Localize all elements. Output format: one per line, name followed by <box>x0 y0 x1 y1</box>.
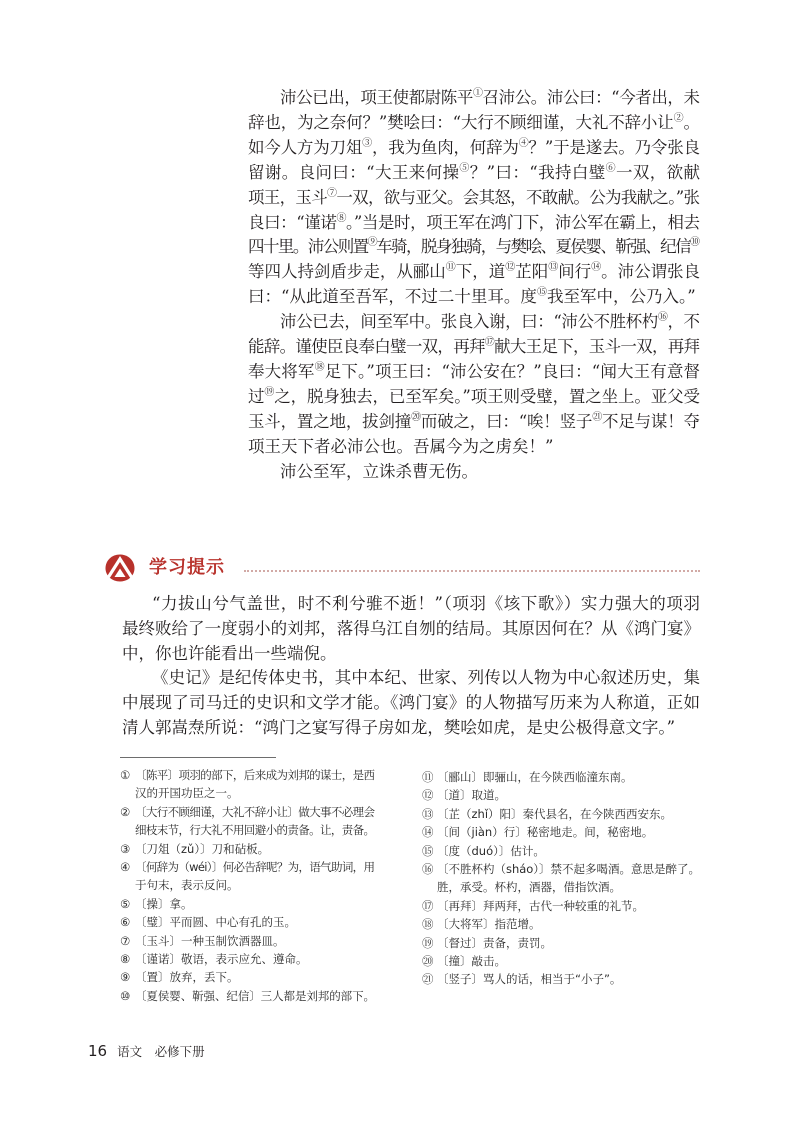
tips-paragraph <box>122 592 700 666</box>
text-segment: 我至军中，公乃入。” <box>546 287 696 307</box>
footnotes-left-column <box>120 766 375 1005</box>
text-segment: 奉大将军 <box>248 361 315 381</box>
text-segment: 召沛公。沛公曰：“今者出，未 <box>482 88 700 107</box>
footnote-line <box>437 786 700 804</box>
footnote-line <box>135 950 375 968</box>
footnote-ref: ⑦ <box>327 187 337 199</box>
footnote-line <box>135 932 375 950</box>
tips-line <box>122 716 700 741</box>
footnote-ref: ⑰ <box>484 337 495 349</box>
footnote-ref: ② <box>673 112 684 124</box>
text-segment: ？”于是遂去。乃令张良 <box>528 137 700 157</box>
footnote-text: 〔大行不顾细谨，大礼不辞小让〕做大事不必理会 <box>135 804 375 819</box>
footnote-number: ⑯ <box>422 862 434 877</box>
footnote-number: ⑧ <box>120 952 131 967</box>
footnote-line <box>135 895 375 913</box>
footnote-text: 〔夏侯婴、靳强、纪信〕三人都是刘邦的部下。 <box>135 988 375 1003</box>
text-line-content <box>248 188 699 207</box>
footnote-text: 〔再拜〕拜两拜，古代一种较重的礼节。 <box>437 898 644 913</box>
text-segment: 足下。”项王曰：“沛公安在？”良曰：“闻大王有意督 <box>324 361 701 381</box>
paragraph <box>248 310 700 459</box>
footnote-line <box>135 876 375 894</box>
footnote-line <box>135 784 375 802</box>
text-line <box>248 360 700 385</box>
text-line <box>248 211 700 236</box>
footnote-line <box>135 858 375 876</box>
study-tips-body <box>122 592 700 741</box>
footnote-text: 〔芷（zhǐ）阳〕秦代县名，在今陕西西安东。 <box>437 806 673 821</box>
footnote-item <box>120 987 375 1005</box>
footnote-item <box>422 952 700 970</box>
footnote-text: 〔玉斗〕一种玉制饮酒器皿。 <box>135 933 285 948</box>
text-segment: 间行 <box>558 262 592 282</box>
footnote-ref: ⑲ <box>264 386 275 398</box>
text-segment: 如今人方为刀俎 <box>248 137 363 157</box>
footnote-number: ⑳ <box>422 954 434 969</box>
footnote-item <box>422 768 700 786</box>
footnote-item <box>120 840 375 858</box>
footnote-line <box>437 897 700 915</box>
footnote-text: 〔度（duó）〕估计。 <box>437 843 545 858</box>
paragraph <box>248 460 700 485</box>
footnote-item <box>120 895 375 913</box>
text-line-content <box>248 138 700 157</box>
footnote-ref: ⑮ <box>536 287 547 299</box>
text-segment: 之，脱身独去，已至军矣。”项王则受璧，置之坐上。亚父受 <box>274 386 700 406</box>
footnote-text: 细枝末节，行大礼不用回避小的责备。让，责备。 <box>135 823 375 838</box>
footnote-text: 〔郦山〕即骊山，在今陕西临潼东南。 <box>437 770 633 784</box>
footnote-item <box>120 913 375 931</box>
text-segment: 一双，欲与亚父。会其怒，不敢献。公为我献之。”张 <box>336 187 700 207</box>
footnote-item <box>422 970 700 988</box>
text-segment: 车骑，脱身独骑，与樊哙、夏侯婴、靳强、纪信 <box>376 237 691 257</box>
tips-line <box>122 642 700 667</box>
footnote-line <box>437 823 700 841</box>
footnote-ref: ⑭ <box>591 262 602 274</box>
text-segment: 项王天下者必沛公也。吾属今为之虏矣！” <box>248 436 554 456</box>
footnote-number: ⑤ <box>120 896 131 911</box>
text-line <box>248 235 700 260</box>
footnote-item <box>120 858 375 895</box>
footnote-item <box>120 932 375 950</box>
footnote-ref: ⑳ <box>411 411 421 423</box>
text-line-content <box>248 213 700 232</box>
study-tips-title: 学习提示 <box>149 557 225 578</box>
footnote-ref: ⑤ <box>459 162 470 174</box>
text-segment: 良曰：“谨诺 <box>248 212 337 232</box>
text-segment: 。”当是时，项王军在鸿门下，沛公军在霸上，相去 <box>346 212 700 232</box>
footnote-ref: ㉑ <box>592 411 602 423</box>
tips-line-content: 《史记》是纪传体史书，其中本纪、世家、列传以人物为中心叙述历史，集 <box>152 668 701 688</box>
text-segment: 。 <box>683 112 700 132</box>
footnote-number: ② <box>120 804 131 819</box>
footnote-ref: ⑯ <box>657 312 668 324</box>
footnote-item <box>422 934 700 952</box>
book-title: 语文 必修下册 <box>117 1044 205 1059</box>
text-segment: 一双，欲献 <box>616 162 701 182</box>
footnote-number: ⑪ <box>422 770 434 784</box>
text-segment: 沛公已出，项王使都尉陈平 <box>280 88 473 107</box>
text-segment: 。沛公谓张良 <box>601 262 701 282</box>
footnote-line <box>437 805 700 823</box>
main-text <box>248 86 700 485</box>
footnote-number: ⑦ <box>120 933 131 948</box>
footnote-text: 〔操〕拿。 <box>135 896 193 911</box>
tips-line-content: 中，你也许能看出一些端倪。 <box>122 643 337 663</box>
footnote-ref: ⑱ <box>314 361 325 373</box>
tips-line <box>122 666 700 691</box>
text-segment: 等四人持剑盾步走，从郦山 <box>248 262 446 282</box>
text-line <box>248 460 700 485</box>
footnote-line <box>437 860 700 878</box>
footnote-number: ① <box>120 768 131 782</box>
text-line-content <box>280 462 478 481</box>
text-segment: 能辞。谨使臣良奉白璧一双，再拜 <box>248 337 485 357</box>
tips-line-content: 最终败给了一度弱小的刘邦，落得乌江自刎的结局。其原因何在？从《鸿门宴》 <box>122 618 701 638</box>
footnote-item <box>120 766 375 803</box>
text-line-content <box>280 88 700 107</box>
footnote-ref: ⑨ <box>367 237 377 249</box>
text-line-content <box>248 337 699 356</box>
text-line <box>248 161 700 186</box>
page-footer <box>88 1041 205 1060</box>
tips-line-content: 中展现了司马迁的史识和文学才能。《鸿门宴》的人物描写历来为人称道，正如 <box>122 693 701 713</box>
text-line <box>248 385 700 410</box>
footnote-item <box>120 803 375 840</box>
footnote-text: 汉的开国功臣之一。 <box>135 786 239 801</box>
study-tips-icon <box>103 552 137 584</box>
footnote-ref: ⑫ <box>505 262 516 274</box>
tips-paragraph <box>122 666 700 740</box>
footnote-text: 〔刀俎（zǔ）〕刀和砧板。 <box>135 841 270 856</box>
text-segment: 不足与谋！夺 <box>602 411 700 431</box>
study-tips-dotted-rule <box>244 570 700 572</box>
text-line <box>248 186 700 211</box>
footnote-ref: ⑬ <box>548 262 559 274</box>
footnote-number: ④ <box>120 860 131 875</box>
text-segment: 献大王足下，玉斗一双，再拜 <box>494 337 700 357</box>
page-number: 16 <box>88 1042 108 1060</box>
footnote-line <box>437 970 700 988</box>
text-segment: 沛公至军，立诛杀曹无伤。 <box>280 461 478 481</box>
text-line-content <box>248 412 700 431</box>
text-segment: 而破之，曰：“唉！竖子 <box>420 411 593 431</box>
footnote-line <box>135 821 375 839</box>
text-segment: 留谢。良问曰：“大王来何操 <box>248 162 460 182</box>
text-line <box>248 310 700 335</box>
text-line-content <box>248 387 700 406</box>
footnote-item <box>422 805 700 823</box>
footnote-ref: ⑩ <box>690 237 699 249</box>
footnote-text: 〔何辞为（wéi）〕何必告辞呢？为，语气助词，用 <box>135 860 375 875</box>
footnote-line <box>437 878 700 896</box>
text-line <box>248 435 700 460</box>
text-line-content <box>248 362 700 381</box>
text-line <box>248 86 700 111</box>
footnote-number: ⑫ <box>422 788 434 803</box>
text-line-content <box>248 437 553 456</box>
tips-line-content: “力拔山兮气盖世，时不利兮骓不逝！”（项羽《垓下歌》）实力强大的项羽 <box>152 594 701 613</box>
text-segment: ？”曰：“我持白璧 <box>469 162 606 182</box>
footnote-item <box>422 915 700 933</box>
text-line <box>248 335 700 360</box>
footnote-number: ⑬ <box>422 806 434 821</box>
footnote-item <box>422 897 700 915</box>
tips-line <box>122 592 700 617</box>
footnote-item <box>422 786 700 804</box>
text-line <box>248 260 700 285</box>
text-line-content <box>248 113 700 132</box>
footnote-item <box>422 842 700 860</box>
footnote-number: ㉑ <box>422 972 434 987</box>
text-line-content <box>248 163 700 182</box>
text-segment: 过 <box>248 386 265 406</box>
footnote-text: 〔璧〕平而圆、中心有孔的玉。 <box>135 915 296 930</box>
footnote-ref: ⑧ <box>336 212 347 224</box>
footnote-item <box>422 860 700 897</box>
footnote-number: ⑰ <box>422 898 434 913</box>
footnote-line <box>135 913 375 931</box>
footnote-ref: ⑥ <box>605 162 616 174</box>
footnote-item <box>422 823 700 841</box>
footnote-text: 〔不胜杯杓（sháo）〕禁不起多喝酒。意思是醉了。 <box>437 862 700 877</box>
footnote-number: ⑲ <box>422 935 434 950</box>
text-segment: 沛公已去，间至军中。张良入谢，曰：“沛公不胜杯杓 <box>280 312 658 332</box>
footnote-number: ⑩ <box>120 988 131 1003</box>
text-line-content <box>248 262 700 281</box>
footnote-text: 〔撞〕敲击。 <box>437 954 506 969</box>
text-line-content <box>248 287 696 306</box>
footnote-text: 〔道〕取道。 <box>437 788 506 803</box>
text-line-content <box>280 312 700 331</box>
footnote-text: 〔竖子〕骂人的话，相当于“小子”。 <box>437 972 622 987</box>
footnote-ref: ⑪ <box>445 262 456 274</box>
text-line <box>248 136 700 161</box>
text-segment: 芷阳 <box>515 262 549 282</box>
footnote-item <box>120 950 375 968</box>
text-segment: 四十里。沛公则置 <box>248 237 368 257</box>
footnote-number: ③ <box>120 841 131 856</box>
footnote-text: 〔大将军〕指范增。 <box>437 917 541 932</box>
footnote-ref: ③ <box>362 137 372 149</box>
footnote-item <box>120 968 375 986</box>
footnote-line <box>437 842 700 860</box>
tips-line-content: 清人郭嵩焘所说：“鸿门之宴写得子房如龙，樊哙如虎，是史公极得意文字。” <box>122 717 676 737</box>
footnote-number: ⑭ <box>422 825 434 840</box>
text-line <box>248 410 700 435</box>
footnotes-right-column <box>422 768 700 989</box>
text-segment: 辞也，为之奈何？”樊哙曰：“大行不顾细谨，大礼不辞小让 <box>248 112 674 132</box>
footnote-line <box>437 768 700 786</box>
footnote-text: 胜，承受。杯杓，酒器，借指饮酒。 <box>437 880 621 895</box>
text-segment: 曰：“从此道至吾军，不过二十里耳。度 <box>248 287 537 307</box>
footnote-number: ⑱ <box>422 917 434 932</box>
text-segment: 玉斗，置之地，拔剑撞 <box>248 411 412 431</box>
text-segment: ，不 <box>667 312 700 332</box>
footnote-line <box>437 952 700 970</box>
footnote-number: ⑥ <box>120 915 131 930</box>
footnote-line <box>135 766 375 784</box>
footnote-line <box>135 968 375 986</box>
footnote-text: 〔间（jiàn）行〕秘密地走。间，秘密地。 <box>437 825 654 840</box>
footnote-line <box>437 934 700 952</box>
footnote-line <box>135 840 375 858</box>
tips-line <box>122 617 700 642</box>
footnote-line <box>437 915 700 933</box>
text-line <box>248 285 700 310</box>
footnote-line <box>135 987 375 1005</box>
footnote-text: 〔督过〕责备，责罚。 <box>437 935 552 950</box>
footnote-text: 〔置〕放弃，丢下。 <box>135 970 239 985</box>
footnote-text: 于句末，表示反问。 <box>135 878 239 893</box>
text-line <box>248 111 700 136</box>
footnote-number: ⑮ <box>422 843 434 858</box>
footnote-line <box>135 803 375 821</box>
footnote-ref: ④ <box>518 137 529 149</box>
footnote-ref: ① <box>472 88 483 99</box>
footnote-text: 〔陈平〕项羽的部下，后来成为刘邦的谋士，是西 <box>135 768 375 782</box>
text-segment: 项王，玉斗 <box>248 187 328 207</box>
tips-line <box>122 691 700 716</box>
footnote-number: ⑨ <box>120 970 131 985</box>
paragraph <box>248 86 700 310</box>
text-segment: 下，道 <box>455 262 506 282</box>
footnote-text: 〔谨诺〕敬语，表示应允、遵命。 <box>135 952 308 967</box>
text-segment: ，我为鱼肉，何辞为 <box>371 137 519 157</box>
footnote-rule <box>120 757 276 758</box>
text-line-content <box>248 237 698 256</box>
